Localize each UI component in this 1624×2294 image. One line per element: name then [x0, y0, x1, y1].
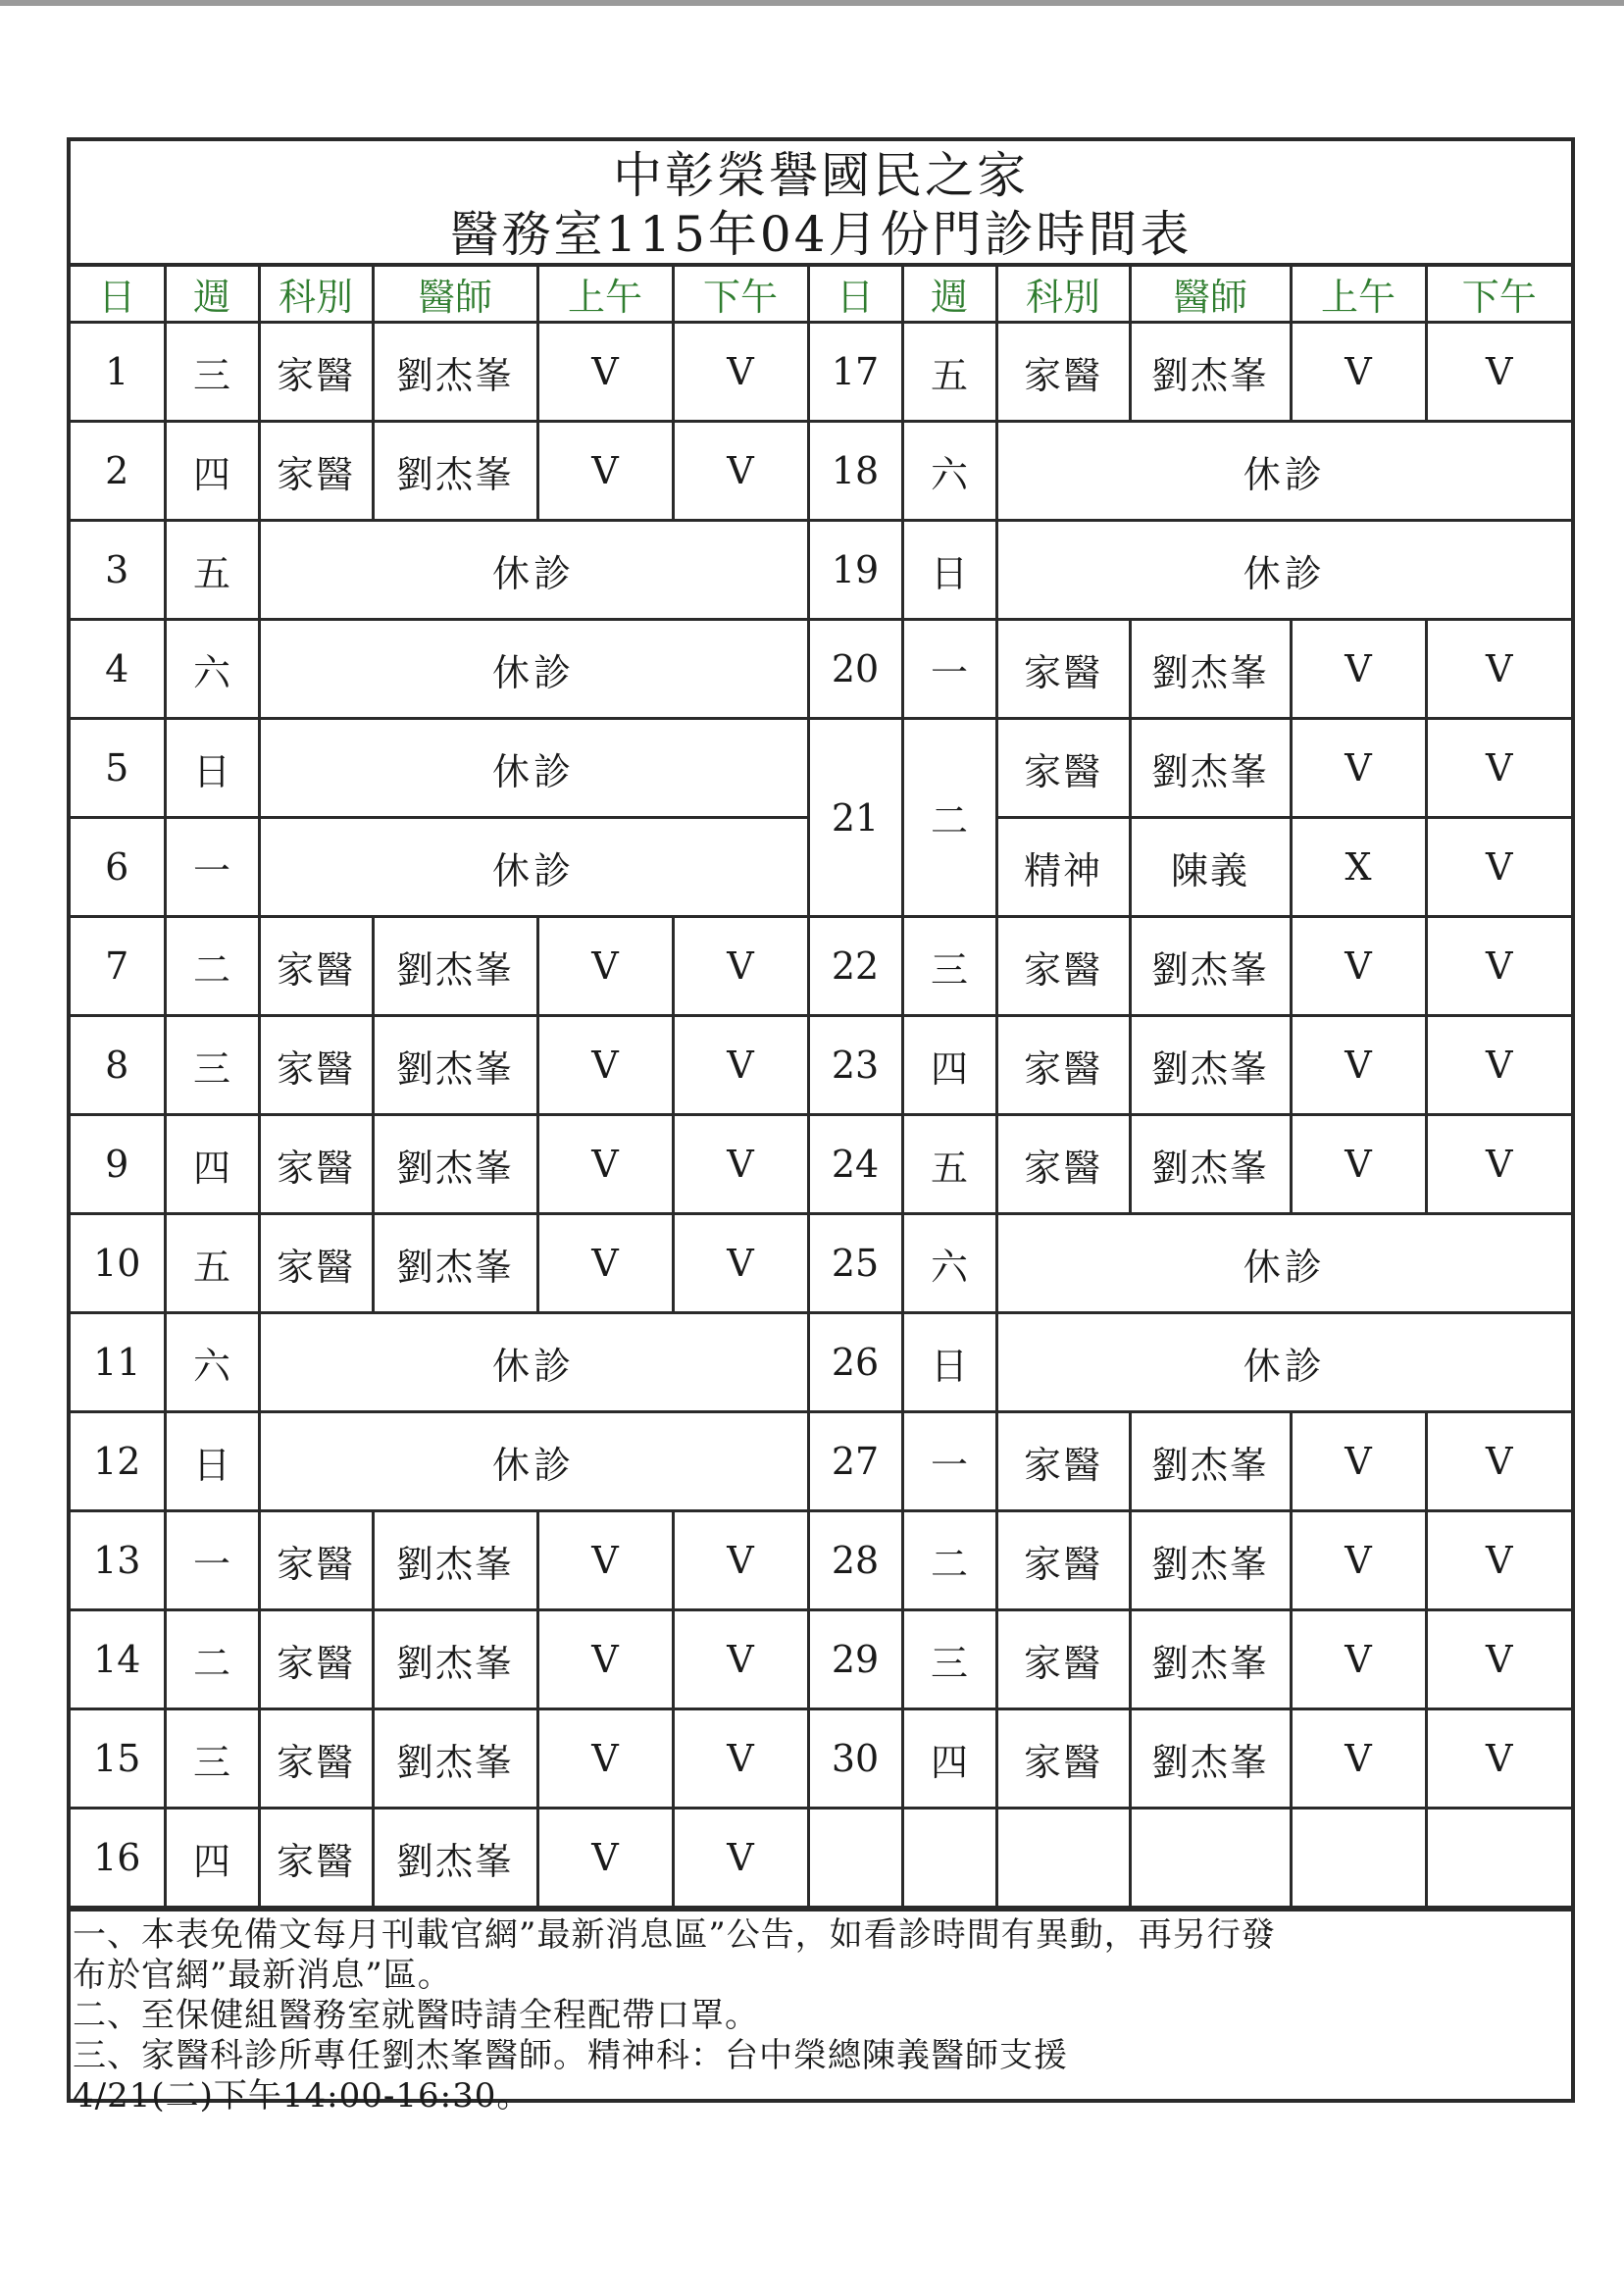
department-cell: 家醫: [259, 1511, 373, 1610]
column-header: 上午: [1291, 267, 1426, 323]
column-header: 日: [808, 267, 902, 323]
doctor-cell: 劉杰峯: [1130, 620, 1291, 719]
department-cell: 家醫: [996, 917, 1130, 1016]
title-institution: 中彰榮譽國民之家: [613, 147, 1029, 204]
note-line: 4/21(二)下午14:00-16:30。: [73, 2076, 532, 2116]
department-cell: 家醫: [996, 620, 1130, 719]
afternoon-mark: V: [1426, 1610, 1571, 1709]
department-cell: 家醫: [996, 1610, 1130, 1709]
schedule-row: [71, 719, 1571, 818]
afternoon-mark: V: [673, 1610, 808, 1709]
afternoon-mark: V: [1426, 917, 1571, 1016]
morning-mark: V: [537, 1610, 673, 1709]
day-cell: 27: [808, 1412, 902, 1511]
department-cell: 家醫: [259, 422, 373, 521]
department-cell: 精神: [996, 818, 1130, 917]
weekday-cell: 日: [165, 1412, 259, 1511]
department-cell: 家醫: [996, 323, 1130, 422]
day-cell: 18: [808, 422, 902, 521]
morning-mark: V: [537, 1016, 673, 1115]
closed-cell: 休診: [259, 1313, 808, 1412]
schedule-row: [71, 917, 1571, 1016]
doctor-cell: 劉杰峯: [373, 1709, 537, 1809]
weekday-cell: 二: [165, 1610, 259, 1709]
weekday-cell: 五: [165, 1214, 259, 1313]
schedule-row: [71, 1115, 1571, 1214]
afternoon-mark: V: [1426, 719, 1571, 818]
schedule-row: [71, 1511, 1571, 1610]
afternoon-mark: V: [673, 1214, 808, 1313]
weekday-cell: 三: [902, 917, 996, 1016]
doctor-cell: 劉杰峯: [373, 1016, 537, 1115]
note-line: 一、本表免備文每月刊載官網”最新消息區”公告，如看診時間有異動，再另行發: [73, 1915, 1276, 1955]
empty-cell: [1291, 1809, 1426, 1908]
day-cell: 3: [71, 521, 165, 620]
morning-mark: V: [537, 1511, 673, 1610]
day-cell: 7: [71, 917, 165, 1016]
department-cell: 家醫: [996, 1412, 1130, 1511]
doctor-cell: 劉杰峯: [373, 323, 537, 422]
weekday-cell: 二: [165, 917, 259, 1016]
weekday-cell: 四: [165, 1115, 259, 1214]
note-line: 二、至保健組醫務室就醫時請全程配帶口罩。: [73, 1996, 759, 2035]
schedule-row: [71, 1610, 1571, 1709]
empty-cell: [808, 1809, 902, 1908]
schedule-row: [71, 422, 1571, 521]
day-cell: 9: [71, 1115, 165, 1214]
column-header: 科別: [259, 267, 373, 323]
schedule-row: [71, 1313, 1571, 1412]
morning-mark: V: [537, 1214, 673, 1313]
weekday-cell: 五: [902, 323, 996, 422]
column-header: 醫師: [373, 267, 537, 323]
doctor-cell: 劉杰峯: [1130, 917, 1291, 1016]
weekday-cell: 四: [902, 1709, 996, 1809]
weekday-cell: 二: [902, 1511, 996, 1610]
afternoon-mark: V: [1426, 620, 1571, 719]
doctor-cell: 劉杰峯: [1130, 1610, 1291, 1709]
title-block: [71, 141, 1571, 267]
note-line: 布於官網”最新消息”區。: [73, 1956, 452, 1995]
weekday-cell: 五: [902, 1115, 996, 1214]
afternoon-mark: V: [1426, 818, 1571, 917]
weekday-cell: 四: [165, 1809, 259, 1908]
department-cell: 家醫: [996, 719, 1130, 818]
day-cell: 5: [71, 719, 165, 818]
scan-top-edge: [0, 0, 1624, 6]
afternoon-mark: V: [673, 1115, 808, 1214]
morning-mark: V: [1291, 1412, 1426, 1511]
column-header: 科別: [996, 267, 1130, 323]
doctor-cell: 劉杰峯: [1130, 1511, 1291, 1610]
day-cell: 23: [808, 1016, 902, 1115]
closed-cell: 休診: [996, 1313, 1571, 1412]
schedule-row: [71, 521, 1571, 620]
afternoon-mark: V: [673, 323, 808, 422]
weekday-cell: 一: [902, 620, 996, 719]
department-cell: 家醫: [996, 1115, 1130, 1214]
header-row: [71, 267, 1571, 323]
weekday-cell: 三: [165, 1016, 259, 1115]
doctor-cell: 劉杰峯: [373, 1809, 537, 1908]
column-header: 下午: [673, 267, 808, 323]
morning-mark: V: [537, 422, 673, 521]
weekday-cell: 六: [902, 422, 996, 521]
day-cell: 22: [808, 917, 902, 1016]
morning-mark: V: [1291, 323, 1426, 422]
department-cell: 家醫: [996, 1511, 1130, 1610]
weekday-cell: 一: [902, 1412, 996, 1511]
day-cell: 17: [808, 323, 902, 422]
schedule-row: [71, 1412, 1571, 1511]
day-cell: 8: [71, 1016, 165, 1115]
morning-mark: V: [1291, 620, 1426, 719]
clinic-schedule-table: [71, 267, 1571, 1909]
day-cell: 13: [71, 1511, 165, 1610]
morning-mark: V: [1291, 719, 1426, 818]
department-cell: 家醫: [259, 1016, 373, 1115]
weekday-cell: 二: [902, 719, 996, 917]
closed-cell: 休診: [996, 422, 1571, 521]
column-header: 上午: [537, 267, 673, 323]
doctor-cell: 陳義: [1130, 818, 1291, 917]
weekday-cell: 日: [165, 719, 259, 818]
closed-cell: 休診: [996, 521, 1571, 620]
doctor-cell: 劉杰峯: [373, 1115, 537, 1214]
doctor-cell: 劉杰峯: [1130, 1412, 1291, 1511]
afternoon-mark: V: [673, 1809, 808, 1908]
afternoon-mark: V: [673, 917, 808, 1016]
doctor-cell: 劉杰峯: [1130, 1709, 1291, 1809]
day-cell: 16: [71, 1809, 165, 1908]
morning-mark: V: [1291, 1115, 1426, 1214]
afternoon-mark: V: [673, 1016, 808, 1115]
weekday-cell: 四: [902, 1016, 996, 1115]
weekday-cell: 日: [902, 521, 996, 620]
afternoon-mark: V: [673, 422, 808, 521]
day-cell: 20: [808, 620, 902, 719]
department-cell: 家醫: [259, 1214, 373, 1313]
column-header: 週: [165, 267, 259, 323]
day-cell: 15: [71, 1709, 165, 1809]
morning-mark: V: [1291, 1709, 1426, 1809]
schedule-row: [71, 620, 1571, 719]
schedule-row: [71, 1809, 1571, 1908]
day-cell: 4: [71, 620, 165, 719]
department-cell: 家醫: [259, 1610, 373, 1709]
day-cell: 24: [808, 1115, 902, 1214]
day-cell: 6: [71, 818, 165, 917]
closed-cell: 休診: [259, 620, 808, 719]
doctor-cell: 劉杰峯: [1130, 719, 1291, 818]
schedule-row: [71, 1016, 1571, 1115]
doctor-cell: 劉杰峯: [373, 917, 537, 1016]
day-cell: 11: [71, 1313, 165, 1412]
department-cell: 家醫: [259, 1709, 373, 1809]
department-cell: 家醫: [996, 1016, 1130, 1115]
notes: [71, 1909, 1571, 2116]
weekday-cell: 三: [902, 1610, 996, 1709]
afternoon-mark: V: [1426, 1511, 1571, 1610]
doctor-cell: 劉杰峯: [373, 1610, 537, 1709]
column-header: 醫師: [1130, 267, 1291, 323]
day-cell: 12: [71, 1412, 165, 1511]
weekday-cell: 一: [165, 818, 259, 917]
morning-mark: V: [537, 1809, 673, 1908]
doctor-cell: 劉杰峯: [373, 1511, 537, 1610]
empty-cell: [1130, 1809, 1291, 1908]
column-header: 週: [902, 267, 996, 323]
column-header: 日: [71, 267, 165, 323]
closed-cell: 休診: [996, 1214, 1571, 1313]
weekday-cell: 五: [165, 521, 259, 620]
weekday-cell: 四: [165, 422, 259, 521]
afternoon-mark: V: [1426, 1115, 1571, 1214]
day-cell: 25: [808, 1214, 902, 1313]
schedule-sheet: [67, 137, 1575, 2116]
weekday-cell: 一: [165, 1511, 259, 1610]
weekday-cell: 六: [165, 1313, 259, 1412]
doctor-cell: 劉杰峯: [373, 1214, 537, 1313]
morning-mark: V: [1291, 917, 1426, 1016]
morning-mark: V: [1291, 1511, 1426, 1610]
schedule-row: [71, 1214, 1571, 1313]
doctor-cell: 劉杰峯: [1130, 1016, 1291, 1115]
department-cell: 家醫: [259, 1809, 373, 1908]
day-cell: 29: [808, 1610, 902, 1709]
empty-cell: [1426, 1809, 1571, 1908]
day-cell: 10: [71, 1214, 165, 1313]
day-cell: 30: [808, 1709, 902, 1809]
closed-cell: 休診: [259, 521, 808, 620]
department-cell: 家醫: [259, 917, 373, 1016]
morning-mark: V: [537, 1115, 673, 1214]
morning-mark: V: [537, 917, 673, 1016]
day-cell: 14: [71, 1610, 165, 1709]
title-schedule: 醫務室115年04月份門診時間表: [449, 206, 1193, 263]
closed-cell: 休診: [259, 818, 808, 917]
weekday-cell: 六: [165, 620, 259, 719]
weekday-cell: 六: [902, 1214, 996, 1313]
department-cell: 家醫: [259, 323, 373, 422]
department-cell: 家醫: [259, 1115, 373, 1214]
doctor-cell: 劉杰峯: [373, 422, 537, 521]
day-cell: 1: [71, 323, 165, 422]
morning-mark: V: [1291, 1016, 1426, 1115]
morning-mark: V: [1291, 1610, 1426, 1709]
closed-cell: 休診: [259, 719, 808, 818]
day-cell: 2: [71, 422, 165, 521]
schedule-row: [71, 1709, 1571, 1809]
day-cell: 21: [808, 719, 902, 917]
morning-mark: V: [537, 1709, 673, 1809]
day-cell: 19: [808, 521, 902, 620]
weekday-cell: 三: [165, 1709, 259, 1809]
morning-mark: V: [537, 323, 673, 422]
day-cell: 28: [808, 1511, 902, 1610]
morning-mark: X: [1291, 818, 1426, 917]
doctor-cell: 劉杰峯: [1130, 1115, 1291, 1214]
day-cell: 26: [808, 1313, 902, 1412]
afternoon-mark: V: [673, 1511, 808, 1610]
afternoon-mark: V: [1426, 1016, 1571, 1115]
schedule-row: [71, 323, 1571, 422]
afternoon-mark: V: [673, 1709, 808, 1809]
closed-cell: 休診: [259, 1412, 808, 1511]
doctor-cell: 劉杰峯: [1130, 323, 1291, 422]
afternoon-mark: V: [1426, 1412, 1571, 1511]
column-header: 下午: [1426, 267, 1571, 323]
empty-cell: [996, 1809, 1130, 1908]
note-line: 三、家醫科診所專任劉杰峯醫師。精神科：台中榮總陳義醫師支援: [73, 2036, 1068, 2075]
afternoon-mark: V: [1426, 323, 1571, 422]
afternoon-mark: V: [1426, 1709, 1571, 1809]
department-cell: 家醫: [996, 1709, 1130, 1809]
weekday-cell: 三: [165, 323, 259, 422]
weekday-cell: 日: [902, 1313, 996, 1412]
empty-cell: [902, 1809, 996, 1908]
